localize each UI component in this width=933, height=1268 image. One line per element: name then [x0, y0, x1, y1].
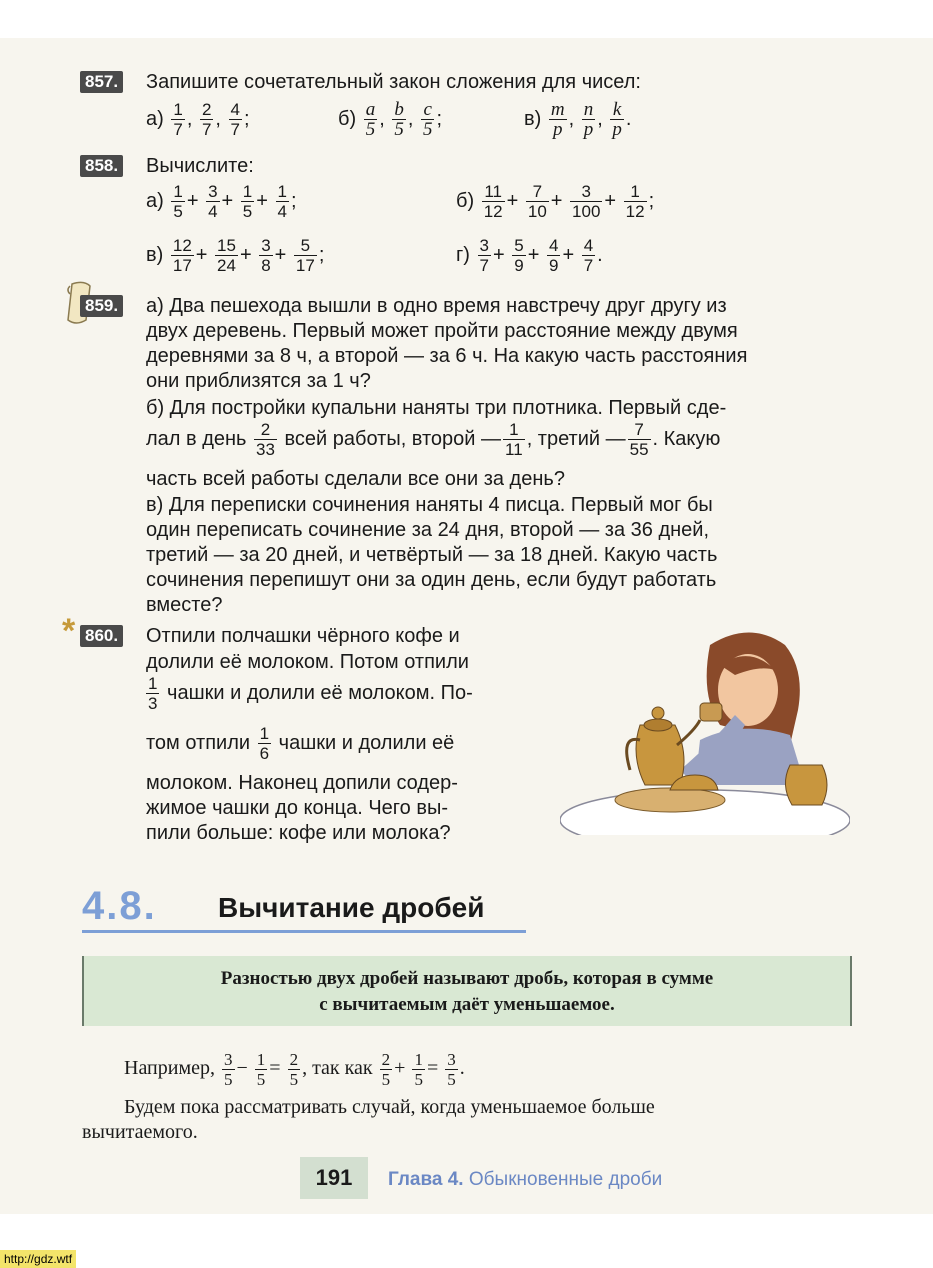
- label-c: в): [146, 243, 164, 266]
- fraction: $\frac{3}{4}$: [208, 182, 218, 221]
- paragraph-line: вычитаемого.: [82, 1121, 198, 1143]
- problem-858-text: Вычислите:: [146, 155, 254, 177]
- problem-859-line: двух деревень. Первый может пройти расстояние между двумя: [146, 320, 738, 342]
- fraction: $\frac{1}{5}$: [414, 1050, 423, 1089]
- problem-859-line: вместе?: [146, 594, 223, 616]
- problem-859-line: а) Два пешехода вышли в одно время навстречу друг другу из: [146, 295, 727, 317]
- fraction: $\frac{1}{5}$: [173, 182, 183, 221]
- problem-860-line: пили больше: кофе или молока?: [146, 822, 451, 844]
- fraction: $\frac{5}{17}$: [295, 236, 315, 275]
- example-line: Например, $\frac{3}{5}$ − $\frac{1}{5}$ = $\frac{2}{5}$ , так как $\frac{2}{5}$ + $\frac{1}{5}$ = $\frac{3}{5}$ .: [124, 1050, 465, 1089]
- fraction: $\frac{3}{8}$: [261, 236, 271, 275]
- fraction: $\frac{1}{6}$: [259, 724, 270, 763]
- section-title: Вычитание дробей: [218, 892, 485, 923]
- fraction: $\frac{n}{p}$: [583, 99, 594, 140]
- woman-drinking-coffee-illustration: [560, 625, 850, 835]
- problem-number-857: 857.: [80, 71, 123, 93]
- problem-number-860: 860.: [80, 625, 123, 647]
- problem-858-row-c: в) $\frac{12}{17}$ + $\frac{15}{24}$ + $\frac{3}{8}$ + $\frac{5}{17}$ ;: [146, 236, 325, 275]
- definition-box: [82, 956, 852, 1026]
- problem-857-row: а) $\frac{1}{7}$ , $\frac{2}{7}$ , $\frac{4}{7}$ ;: [146, 100, 250, 139]
- definition-line: с вычитаемым даёт уменьшаемое.: [319, 994, 615, 1015]
- label-a: а): [146, 189, 164, 212]
- problem-859-line: часть всей работы сделали все они за день?: [146, 468, 565, 490]
- fraction: $\frac{7}{10}$: [527, 182, 547, 221]
- problem-number-858: 858.: [80, 155, 123, 177]
- problem-859-line: в) Для переписки сочинения наняты 4 писца. Первый мог бы: [146, 494, 713, 516]
- fraction: $\frac{2}{7}$: [201, 100, 212, 139]
- problem-860-line: долили её молоком. Потом отпили: [146, 651, 469, 673]
- problem-857-row-b: б) $\frac{a}{5}$ , $\frac{b}{5}$ , $\frac{c}{5}$ ;: [338, 99, 442, 140]
- fraction: $\frac{1}{12}$: [625, 182, 645, 221]
- problem-857-text: Запишите сочетательный закон сложения для чисел:: [146, 71, 641, 93]
- fraction: $\frac{4}{7}$: [583, 236, 594, 275]
- label-a: а): [146, 107, 164, 130]
- problem-860-line: том отпили $\frac{1}{6}$ чашки и долили её: [146, 724, 455, 763]
- problem-860-line: жимое чашки до конца. Чего вы-: [146, 797, 449, 819]
- problem-859-b-mid: лал в день $\frac{2}{33}$ всей работы, второй — $\frac{1}{11}$ , третий — $\frac{7}{55}$ . Какую: [146, 420, 721, 459]
- section-number: 4.8.: [82, 884, 157, 928]
- section-underline: [82, 930, 526, 933]
- fraction: $\frac{1}{5}$: [242, 182, 253, 221]
- definition-line: Разностью двух дробей называют дробь, которая в сумме: [220, 968, 714, 989]
- problem-859-line: сочинения перепишут они за один день, если будут работать: [146, 569, 717, 591]
- fraction: $\frac{1}{4}$: [277, 182, 287, 221]
- watermark: http://gdz.wtf: [0, 1250, 76, 1268]
- fraction: $\frac{4}{7}$: [230, 100, 241, 139]
- fraction: $\frac{15}{24}$: [217, 236, 236, 275]
- fraction: $\frac{c}{5}$: [422, 99, 433, 140]
- fraction: $\frac{2}{33}$: [256, 420, 275, 459]
- problem-number-859: 859.: [80, 295, 123, 317]
- problem-859-line: б) Для постройки купальни наняты три плотника. Первый сде-: [146, 397, 727, 419]
- problem-859-line: один переписать сочинение за 24 дня, второй — за 36 дней,: [146, 519, 710, 541]
- fraction: $\frac{12}{17}$: [172, 236, 192, 275]
- problem-860-line: молоком. Наконец допили содер-: [146, 772, 458, 794]
- problem-858-row-a: а) $\frac{1}{5}$ + $\frac{3}{4}$ + $\frac{1}{5}$ + $\frac{1}{4}$ ;: [146, 182, 297, 221]
- problem-859-line: третий — за 20 дней, и четвёртый — за 18 дней. Какую часть: [146, 544, 718, 566]
- problem-858-row-b: б) $\frac{11}{12}$ + $\frac{7}{10}$ + $\frac{3}{100}$ + $\frac{1}{12}$ ;: [456, 182, 655, 221]
- fraction: $\frac{3}{7}$: [479, 236, 489, 275]
- label-b: б): [338, 107, 357, 130]
- fraction: $\frac{3}{5}$: [447, 1050, 456, 1089]
- problem-860-line: Отпили полчашки чёрного кофе и: [146, 625, 460, 647]
- problem-859-line: они приблизятся за 1 ч?: [146, 370, 371, 392]
- fraction: $\frac{b}{5}$: [394, 99, 404, 140]
- chapter-footer: Глава 4. Обыкновенные дроби: [388, 1169, 663, 1190]
- label-c: в): [524, 107, 542, 130]
- fraction: $\frac{m}{p}$: [550, 99, 565, 140]
- fraction: $\frac{4}{9}$: [548, 236, 559, 275]
- fraction: $\frac{1}{7}$: [173, 100, 183, 139]
- fraction: $\frac{3}{5}$: [224, 1050, 233, 1089]
- star-icon: *: [62, 612, 76, 650]
- fraction: $\frac{1}{11}$: [505, 420, 523, 459]
- problem-860-line: $\frac{1}{3}$ чашки и долили её молоком. По-: [148, 674, 473, 713]
- fraction: $\frac{1}{5}$: [256, 1050, 266, 1089]
- fraction: $\frac{2}{5}$: [381, 1050, 391, 1089]
- problem-859-line: деревнями за 8 ч, а второй — за 6 ч. На какую часть расстояния: [146, 345, 748, 367]
- fraction: $\frac{1}{3}$: [148, 674, 158, 713]
- problem-858-row-d: г) $\frac{3}{7}$ + $\frac{5}{9}$ + $\frac{4}{9}$ + $\frac{4}{7}$ .: [456, 236, 603, 275]
- fraction: $\frac{5}{9}$: [514, 236, 524, 275]
- problem-857-row-c: в) $\frac{m}{p}$ , $\frac{n}{p}$ , $\frac{k}{p}$ .: [524, 99, 632, 140]
- paragraph-line: Будем пока рассматривать случай, когда уменьшаемое больше: [124, 1096, 655, 1118]
- page-number: 191: [300, 1157, 368, 1199]
- fraction: $\frac{a}{5}$: [365, 99, 376, 140]
- fraction: $\frac{2}{5}$: [289, 1050, 299, 1089]
- fraction: $\frac{11}{12}$: [483, 182, 503, 221]
- fraction: $\frac{3}{100}$: [572, 182, 601, 221]
- label-d: г): [456, 243, 470, 266]
- fraction: $\frac{7}{55}$: [629, 420, 649, 459]
- label-b: б): [456, 189, 475, 212]
- fraction: $\frac{k}{p}$: [612, 99, 622, 140]
